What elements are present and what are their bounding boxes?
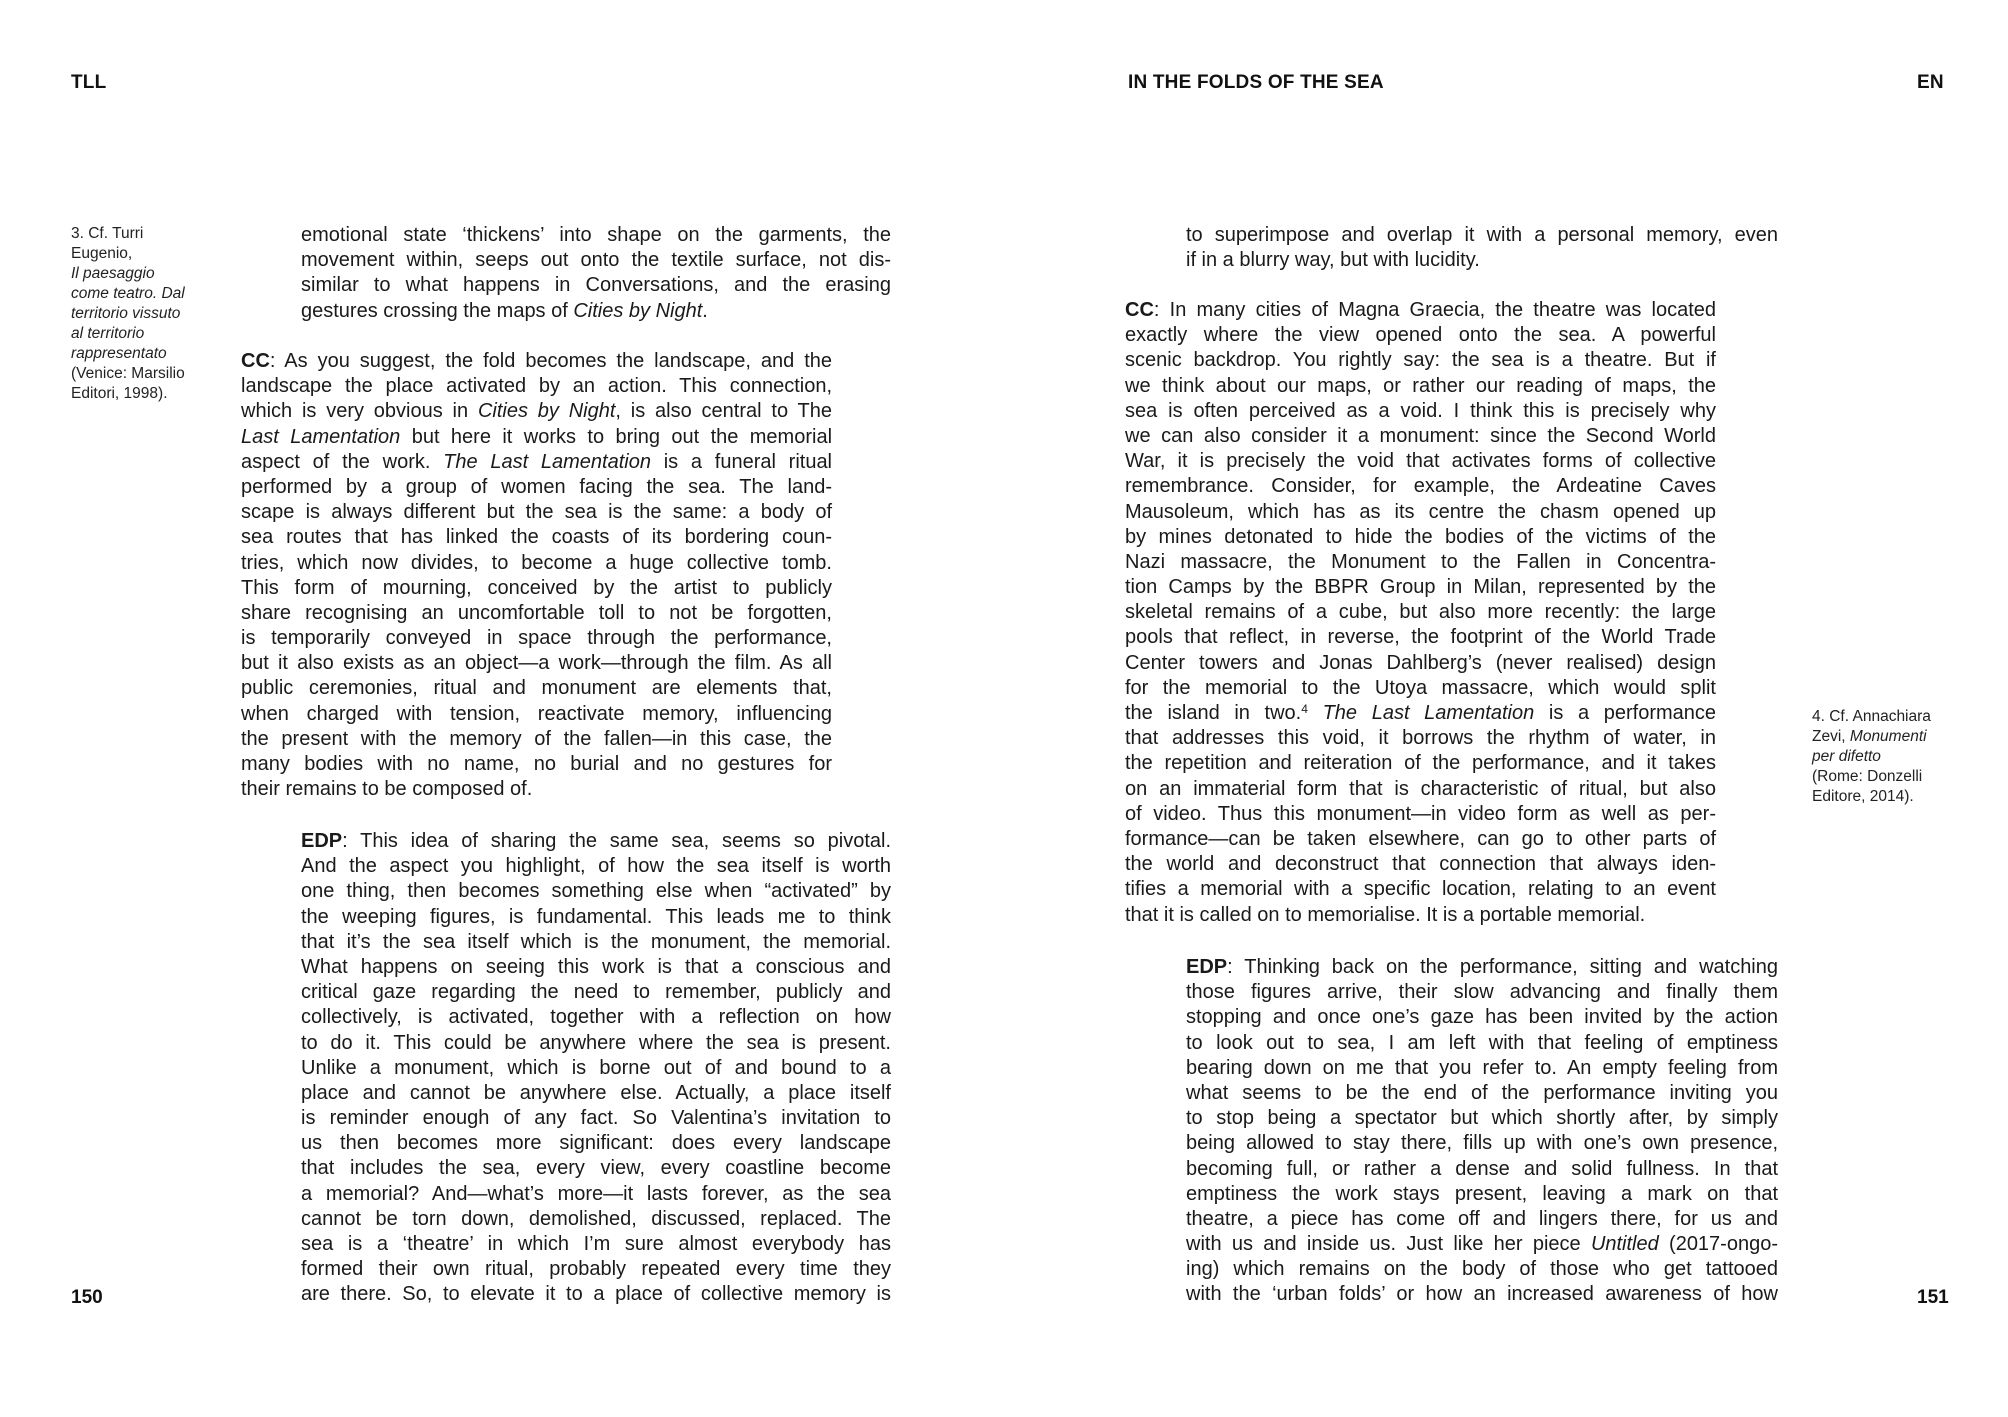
text-line: scenic backdrop. You rightly say: the sea is a theatre. But if — [1125, 349, 1716, 372]
running-head-left: TLL — [71, 72, 107, 93]
text-line: skeletal remains of a cube, but also more recently: the large — [1125, 601, 1716, 624]
text-line: the present with the memory of the fallen—in this case, the — [241, 727, 832, 750]
text-line: Center towers and Jonas Dahlberg’s (never realised) design — [1125, 651, 1716, 674]
footnote-line: Zevi, Monumenti — [1812, 728, 1927, 745]
paragraph-continuation — [1186, 223, 1778, 273]
footnote-line: (Rome: Donzelli — [1812, 768, 1923, 785]
footnote-title-line: come teatro. Dal — [71, 285, 185, 302]
speaker-label: CC — [241, 350, 270, 372]
text-line: collectively, is activated, together with a reflection on how — [301, 1006, 891, 1029]
work-title: The Last Lamentation — [1322, 702, 1535, 724]
text-line: place and cannot be anywhere else. Actually, a place itself — [301, 1081, 891, 1104]
text-line: scape is always different but the sea is the same: a body of — [241, 501, 832, 524]
running-head-language: EN — [1917, 72, 1944, 93]
speaker-label: EDP — [1186, 956, 1228, 978]
footnote-ref-4[interactable]: 4 — [1301, 702, 1308, 716]
text-line: remembrance. Consider, for example, the Ardeatine Caves — [1125, 475, 1716, 498]
text-line: many bodies with no name, no burial and no gestures for — [241, 753, 832, 775]
text-line: we can also consider it a monument: since the Second World — [1125, 424, 1716, 447]
text-line: CC: In many cities of Magna Graecia, the theatre was located — [1125, 299, 1716, 321]
text-line: that addresses this void, it borrows the rhythm of water, in — [1125, 727, 1716, 750]
text-line: the island in two.$^4$ The Last Lamentation is a performance — [1125, 702, 1717, 724]
work-title: The Last Lamentation — [443, 450, 651, 473]
text-line: the weeping figures, is fundamental. This leads me to think — [301, 905, 891, 928]
text-line: And the aspect you highlight, of how the sea itself is worth — [301, 855, 891, 878]
text-line: landscape the place activated by an action. This connection, — [241, 375, 832, 398]
footnote-title-line: rappresentato — [71, 345, 167, 362]
text-line: on an immaterial form that is characteristic of ritual, but also — [1125, 777, 1716, 800]
page-number-left: 150 — [71, 1287, 103, 1308]
text-line: emptiness the work stays present, leaving a mark on that — [1186, 1182, 1778, 1205]
text-line: that includes the sea, every view, every coastline become — [301, 1157, 891, 1180]
text-line: being allowed to stay there, fills up with one’s own presence, — [1186, 1132, 1778, 1155]
text-line: emotional state ‘thickens’ into shape on the garments, the — [301, 224, 891, 246]
text-line: War, it is precisely the void that activates forms of collective — [1125, 450, 1716, 473]
text-line: sea is a ‘theatre’ in which I’m sure almost everybody has — [301, 1233, 891, 1255]
cc-paragraph — [241, 349, 832, 802]
footnote-title-line: territorio vissuto — [71, 305, 181, 322]
text-line: are there. So, to elevate it to a place of collective memory is — [301, 1283, 891, 1306]
text-line: that it is called on to memorialise. It is a portable memorial. — [1125, 903, 1646, 926]
text-line: share recognising an uncomfortable toll to not be forgotten, — [241, 601, 832, 624]
footnote-title-line: Il paesaggio — [71, 265, 155, 282]
text-line: is temporarily conveyed in space through the performance, — [241, 627, 832, 650]
text-line: when charged with tension, reactivate memory, influencing — [241, 702, 832, 725]
text-line: tion Camps by the BBPR Group in Milan, represented by the — [1125, 576, 1716, 599]
text-line: formed their own ritual, probably repeated every time they — [301, 1258, 891, 1281]
text-line: by mines detonated to hide the bodies of the victims of the — [1125, 525, 1716, 548]
text-line: sea routes that has linked the coasts of its bordering coun- — [241, 526, 832, 549]
text-line: but it also exists as an object—a work—through the film. As all — [241, 652, 832, 675]
text-line: ing) which remains on the body of those who get tattooed — [1186, 1258, 1778, 1281]
edp-paragraph — [301, 829, 891, 1308]
text-line: CC: As you suggest, the fold becomes the landscape, and the — [241, 350, 832, 372]
text-line: a memorial? And—what’s more—it lasts forever, as the sea — [301, 1182, 891, 1205]
text-line: is reminder enough of any fact. So Valentina’s invitation to — [301, 1107, 891, 1130]
text-line: to do it. This could be anywhere where the sea is present. — [301, 1031, 891, 1054]
work-title: Last Lamentation — [241, 425, 401, 448]
text-line: Nazi massacre, the Monument to the Fallen in Concentra- — [1125, 550, 1716, 573]
text-line: Mausoleum, which has as its centre the chasm opened up — [1125, 500, 1716, 523]
text-line: public ceremonies, ritual and monument are elements that, — [241, 677, 832, 700]
text-line: with the ‘urban folds’ or how an increased awareness of how — [1186, 1283, 1778, 1306]
footnote-title: Monumenti — [1849, 728, 1927, 745]
text-line: What happens on seeing this work is that a conscious and — [301, 955, 891, 978]
text-line: of video. Thus this monument—in video form as well as per- — [1125, 802, 1716, 825]
text-line: tifies a memorial with a specific location, relating to an event — [1125, 878, 1716, 901]
text-line: us then becomes more significant: does every landscape — [301, 1132, 891, 1155]
text-line: pools that reflect, in reverse, the footprint of the World Trade — [1125, 626, 1716, 649]
text-line: which is very obvious in Cities by Night, is also central to The — [241, 400, 833, 423]
footnote-title-line: al territorio — [71, 325, 145, 342]
text-line: their remains to be composed of. — [241, 778, 533, 801]
edp-paragraph — [1186, 955, 1778, 1308]
footnote-4 — [1812, 707, 1962, 807]
text-line: gestures crossing the maps of Cities by Night. — [301, 299, 708, 322]
text-line: theatre, a piece has come off and lingers there, for us and — [1186, 1207, 1778, 1230]
text-line: we think about our maps, or rather our reading of maps, the — [1125, 374, 1716, 397]
work-title: Untitled — [1590, 1233, 1659, 1256]
text-line: similar to what happens in Conversations, and the erasing — [301, 274, 891, 297]
text-line: Unlike a monument, which is borne out of and bound to a — [301, 1056, 891, 1079]
text-line: those figures arrive, their slow advancing and finally them — [1186, 981, 1778, 1004]
speaker-label: CC — [1125, 299, 1154, 321]
text-line: to stop being a spectator but which shortly after, by simply — [1186, 1107, 1778, 1130]
footnote-title-line: per difetto — [1812, 748, 1881, 765]
text-line: bearing down on me that you refer to. An empty feeling from — [1186, 1056, 1778, 1079]
text-line: critical gaze regarding the need to remember, publicly and — [301, 981, 891, 1004]
text-line: EDP: This idea of sharing the same sea, seems so pivotal. — [301, 830, 891, 852]
text-line: to look out to sea, I am left with that feeling of emptiness — [1186, 1031, 1778, 1054]
text-line: one thing, then becomes something else when “activated” by — [301, 880, 891, 903]
work-title: Cities by Night — [573, 299, 703, 322]
work-title: Cities by Night — [477, 400, 616, 423]
text-line: if in a blurry way, but with lucidity. — [1186, 249, 1480, 272]
footnote-line: Eugenio, — [71, 245, 133, 262]
footnote-line: 3. Cf. Turri — [71, 225, 144, 242]
text-line: Last Lamentation but here it works to bring out the memorial — [241, 425, 833, 448]
speaker-label: EDP — [301, 830, 343, 852]
paragraph-continuation — [301, 223, 891, 324]
footnote-line: (Venice: Marsilio — [71, 365, 185, 382]
text-line: EDP: Thinking back on the performance, sitting and watching — [1186, 956, 1778, 978]
cc-paragraph — [1125, 298, 1716, 928]
text-line: movement within, seeps out onto the textile surface, not dis- — [301, 249, 891, 272]
page-number-right: 151 — [1917, 1287, 1949, 1308]
text-line: the world and deconstruct that connection that always iden- — [1125, 853, 1716, 876]
text-line: stopping and once one’s gaze has been invited by the action — [1186, 1006, 1778, 1029]
text-line: that it’s the sea itself which is the monument, the memorial. — [301, 930, 891, 953]
footnote-3 — [71, 224, 221, 404]
footnote-line: Editori, 1998). — [71, 385, 168, 402]
text-line: This form of mourning, conceived by the artist to publicly — [241, 576, 832, 599]
text-line: to superimpose and overlap it with a personal memory, even — [1186, 224, 1778, 246]
footnote-line: Editore, 2014). — [1812, 788, 1914, 805]
text-line: for the memorial to the Utoya massacre, which would split — [1125, 676, 1716, 699]
text-line: cannot be torn down, demolished, discussed, replaced. The — [301, 1207, 891, 1230]
text-line: becoming full, or rather a dense and solid fullness. In that — [1186, 1157, 1778, 1180]
text-line: formance—can be taken elsewhere, can go to other parts of — [1125, 827, 1716, 850]
text-line: the repetition and reiteration of the performance, and it takes — [1125, 752, 1716, 775]
text-line: what seems to be the end of the performance inviting you — [1186, 1081, 1778, 1104]
text-line: tries, which now divides, to become a huge collective tomb. — [241, 551, 832, 574]
text-line: sea is often perceived as a void. I think this is precisely why — [1125, 399, 1716, 422]
text-line: aspect of the work. The Last Lamentation is a funeral ritual — [241, 450, 833, 473]
footnote-line: 4. Cf. Annachiara — [1812, 708, 1931, 725]
text-line: performed by a group of women facing the sea. The land- — [241, 475, 832, 498]
running-head-title: IN THE FOLDS OF THE SEA — [1128, 72, 1384, 93]
text-line: exactly where the view opened onto the sea. A powerful — [1125, 324, 1716, 347]
text-line: with us and inside us. Just like her piece Untitled (2017-ongo- — [1186, 1233, 1778, 1256]
